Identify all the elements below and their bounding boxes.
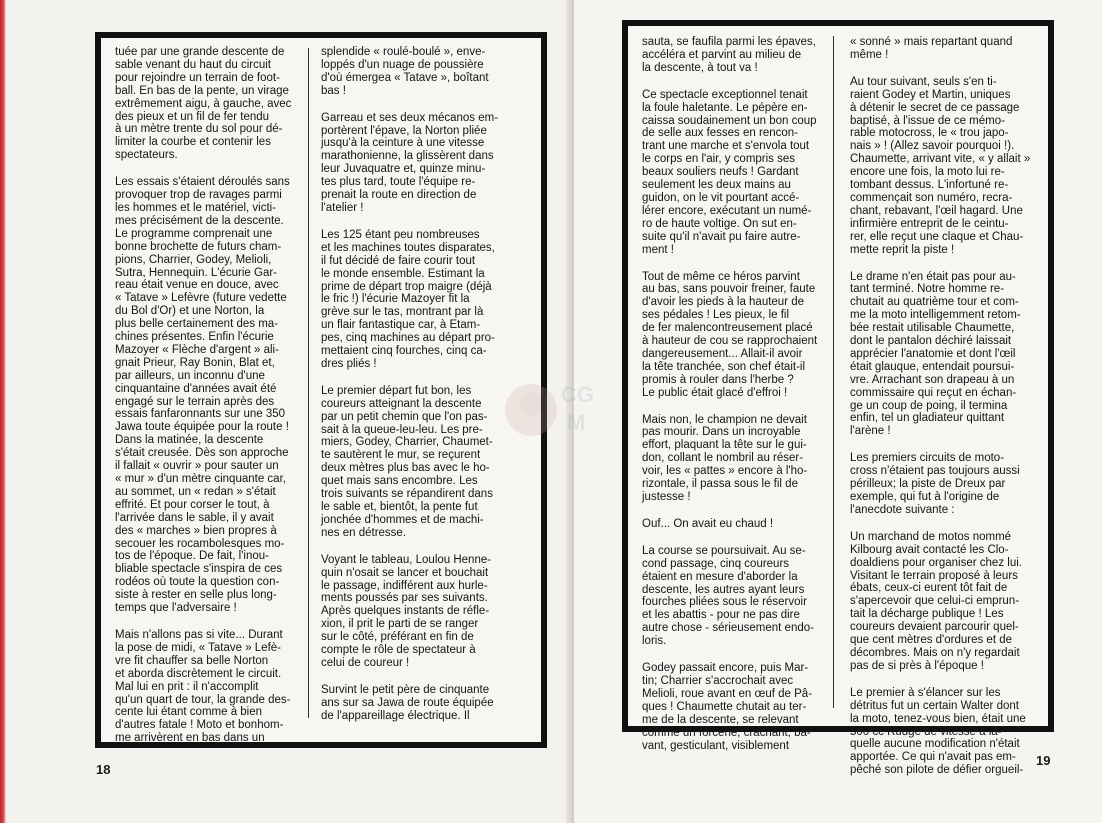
paragraph: tuée par une grande descente de sable venant du haut du circuit pour rejoindre un terrain de foot- ball. En bas de la pente, un virage extrêmement aigu, à gauche, avec des pieux et un fil de fer tendu à un mètre trente du sol pour dé- limiter la courbe et contenir les spectateurs. [115,46,292,162]
page-number-right: 19 [1036,753,1051,768]
paragraph: Un marchand de motos nommé Kilbourg avait contacté les Clo- doaldiens pour organiser chez lui. Visitant le terrain proposé à leurs ébats, ceux-ci eurent tôt fait de s'apercevoir que celui-ci emprun- tait la décharge publique ! Les coureurs devaient parcourir quel- que cent mètres d'ordures et de décombres. Mais on n'y regardait pas de si près à l'époque ! [850,530,1022,672]
paragraph: Les essais s'étaient déroulés sans provoquer trop de ravages parmi les hommes et le matériel, victi- mes précisément de la descente. Le programme comprenait une bonne brochette de futurs cham- pions, Charrier, Godey, Melioli, Sutra, Hennequin. L'écurie Gar- reau était venue en douce, avec « Tatave » Lefèvre (future vedette du Bol d'Or) et une Norton, la plus belle certainement des ma- chines présentes. Enfin l'écurie Mazoyer « Flèche d'argent » ali- gnait Prieur, Ray Bonin, Blat et, par ailleurs, un inconnu d'une cinquantaine d'années avait été engagé sur le terrain après des essais fanfaronnants sur une 350 Jawa toute équipée pour la route ! Dans la matinée, la descente s'était creusée. Dès son approche il fallait « ouvrir » pour sauter un « mur » d'un mètre cinquante car, au sommet, un « redan » s'était effrité. Et pour corser le tout, à l'arrivée dans le sable, il y avait des « marches » bien propres à secouer les rocambolesques mo- tos de l'époque. De fait, l'inou- bliable spectacle s'inspira de ces rodéos où toute la question con- siste à rester en selle plus long- temps que l'adversaire ! [115,176,290,615]
paragraph: splendide « roulé-boulé », enve- loppés d'un nuage de poussière d'où émergea « Tatave », boîtant bas ! [321,46,489,97]
paragraph: Mais non, le champion ne devait pas mourir. Dans un incroyable effort, plaquant la tête sur le gui- don, collant le nombril au réser- voir, les « pattes » encore à l'ho- rizontale, il passa sous le fil de justesse ! [642,413,808,503]
paragraph: Le premier à s'élancer sur les détritus fut un certain Walter dont la moto, tenez-vous bien, était une 500 cc Rudge de vitesse à la- quelle aucune modification n'était apportée. Ce qui n'avait pas em- pêché son pilote de défier orgueil- [850,686,1026,777]
paragraph: Le drame n'en était pas pour au- tant terminé. Notre homme re- chutait au quatrième tour et com- me la moto intelligemment retom- bée restait utilisable Chaumette, dont le pantalon déchiré laissait apprécier l'anatomie et dont l'œil était glauque, entendait poursui- vre. Arrachant son drapeau à un commissaire qui reçut en échan- ge un coup de poing, il termina enfin, tel un gladiateur quittant l'arène ! [850,270,1021,438]
paragraph: sauta, se faufila parmi les épaves, accéléra et parvint au milieu de la descente, à tout va ! [642,36,816,74]
right-column-1 [642,36,822,766]
paragraph: Tout de même ce héros parvint au bas, sans pouvoir freiner, faute d'avoir les pieds à la hauteur de ses pédales ! Les pieux, le fil de fer malencontreusement placé à hauteur de cou se rapprochaient dangereusement... Allait-il avoir la tête tranchée, son chef était-il promis à rouler dans l'herbe ? Le public était glacé d'effroi ! [642,270,818,399]
paragraph: Survint le petit père de cinquante ans sur sa Jawa de route équipée de l'appareillage électrique. Il [321,683,494,722]
paragraph: Au tour suivant, seuls s'en ti- raient Godey et Martin, uniques à détenir le secret de ce passage baptisé, à l'issue de ce mémo- rable motocross, le « trou japo- nais » ! (Allez savoir pourquoi !). Chaumette, arrivant vite, « y allait » encore une fois, la moto lui re- tombant dessus. L'infortuné re- commençait son numéro, recra- chant, rebavant, l'œil hagard. Une infirmière entreprit de le ceintu- rer, elle reçut une claque et Chau- mette reprit la piste ! [850,75,1031,256]
paragraph: Ce spectacle exceptionnel tenait la foule haletante. Le pépère en- caissa soudainement un bon coup de selle aux fesses en rencon- trant une marche et s'envola tout le corps en l'air, y compris ses beaux souliers neufs ! Gardant seulement les deux mains au guidon, on le vit pourtant accé- lérer encore, exécutant un numé- ro de haute voltige. On sut en- suite qu'il n'avait pu faire autre- ment ! [642,88,817,256]
left-column-2 [321,46,507,737]
paragraph: La course se poursuivait. Au se- cond passage, cinq coureurs étaient en mesure d'aborder la descente, les autres ayant leurs fourches pliées sous le réservoir et les abattis - pour ne pas dire autre chose - sérieusement endo- loris. [642,544,814,648]
right-page [574,0,1102,823]
svg-text:M: M [567,410,586,435]
paragraph: Garreau et ses deux mécanos em- portèrent l'épave, la Norton pliée jusqu'à la ceinture à une vitesse marathonienne, la glissèrent dans leur Juvaquatre et, quinze minu- tes plus tard, toute l'équipe re- prenait la route en direction de l'atelier ! [321,111,499,214]
left-column-1 [115,46,301,759]
binding-edge [0,0,6,823]
paragraph: Voyant le tableau, Loulou Henne- quin n'osait se lancer et bouchait le passage, indifférent aux hurle- ments poussés par ses suivants. Après quelques instants de réfle- xion, il prit le parti de se ranger sur le côté, préférant en fin de compte le rôle de spectateur à celui de coureur ! [321,553,492,669]
paragraph: Le premier départ fut bon, les coureurs atteignant la descente par un petit chemin que l'on pas- sait à la queue-leu-leu. Les pre- miers, Godey, Charrier, Chaumet- te sautèrent le mur, se reçurent deux mètres plus bas avec le ho- quet mais sans encombre. Les trois suivants se répandirent dans le sable et, bientôt, la pente fut jonchée d'hommes et de machi- nes en détresse. [321,384,493,539]
paragraph: Godey passait encore, puis Mar- tin; Charrier s'accrochait avec Melioli, roue avant en œuf de Pâ- ques ! Chaumette chutait au ter- me de la descente, se relevant comme un forcené, crachant, ba- vant, gesticulant, visiblement [642,662,813,752]
column-divider [308,48,309,718]
column-divider [833,36,834,708]
left-text-frame [95,32,547,748]
page-number-left: 18 [96,762,111,777]
right-column-2 [850,36,1035,791]
svg-text:CG: CG [561,382,594,407]
paragraph: Ouf... On avait eu chaud ! [642,517,774,530]
paragraph: Les 125 étant peu nombreuses et les machines toutes disparates, il fut décidé de faire courir tout le monde ensemble. Estimant la prime de départ trop maigre (déjà le fric !) l'écurie Mazoyer fit la grève sur le tas, montrant par là un flair fantastique car, à Etam- pes, cinq machines au départ pro- mettaient cinq fourches, cinq ca- dres pliés ! [321,228,495,370]
paragraph: Les premiers circuits de moto- cross n'étaient pas toujours aussi périlleux; la piste de Dreux par exemple, qui fut à l'origine de l'anecdote suivante : [850,452,1020,516]
paragraph: « sonné » mais repartant quand même ! [850,36,1013,61]
paragraph: Mais n'allons pas si vite... Durant la pose de midi, « Tatave » Lefè- vre fit chauffer sa belle Norton et aborda discrètement le circuit. Mal lui en prit : il n'accomplit qu'un quart de tour, la grande des- cente lui étant comme à bien d'autres fatale ! Moto et bonhom- me arrivèrent en bas dans un [115,628,291,745]
